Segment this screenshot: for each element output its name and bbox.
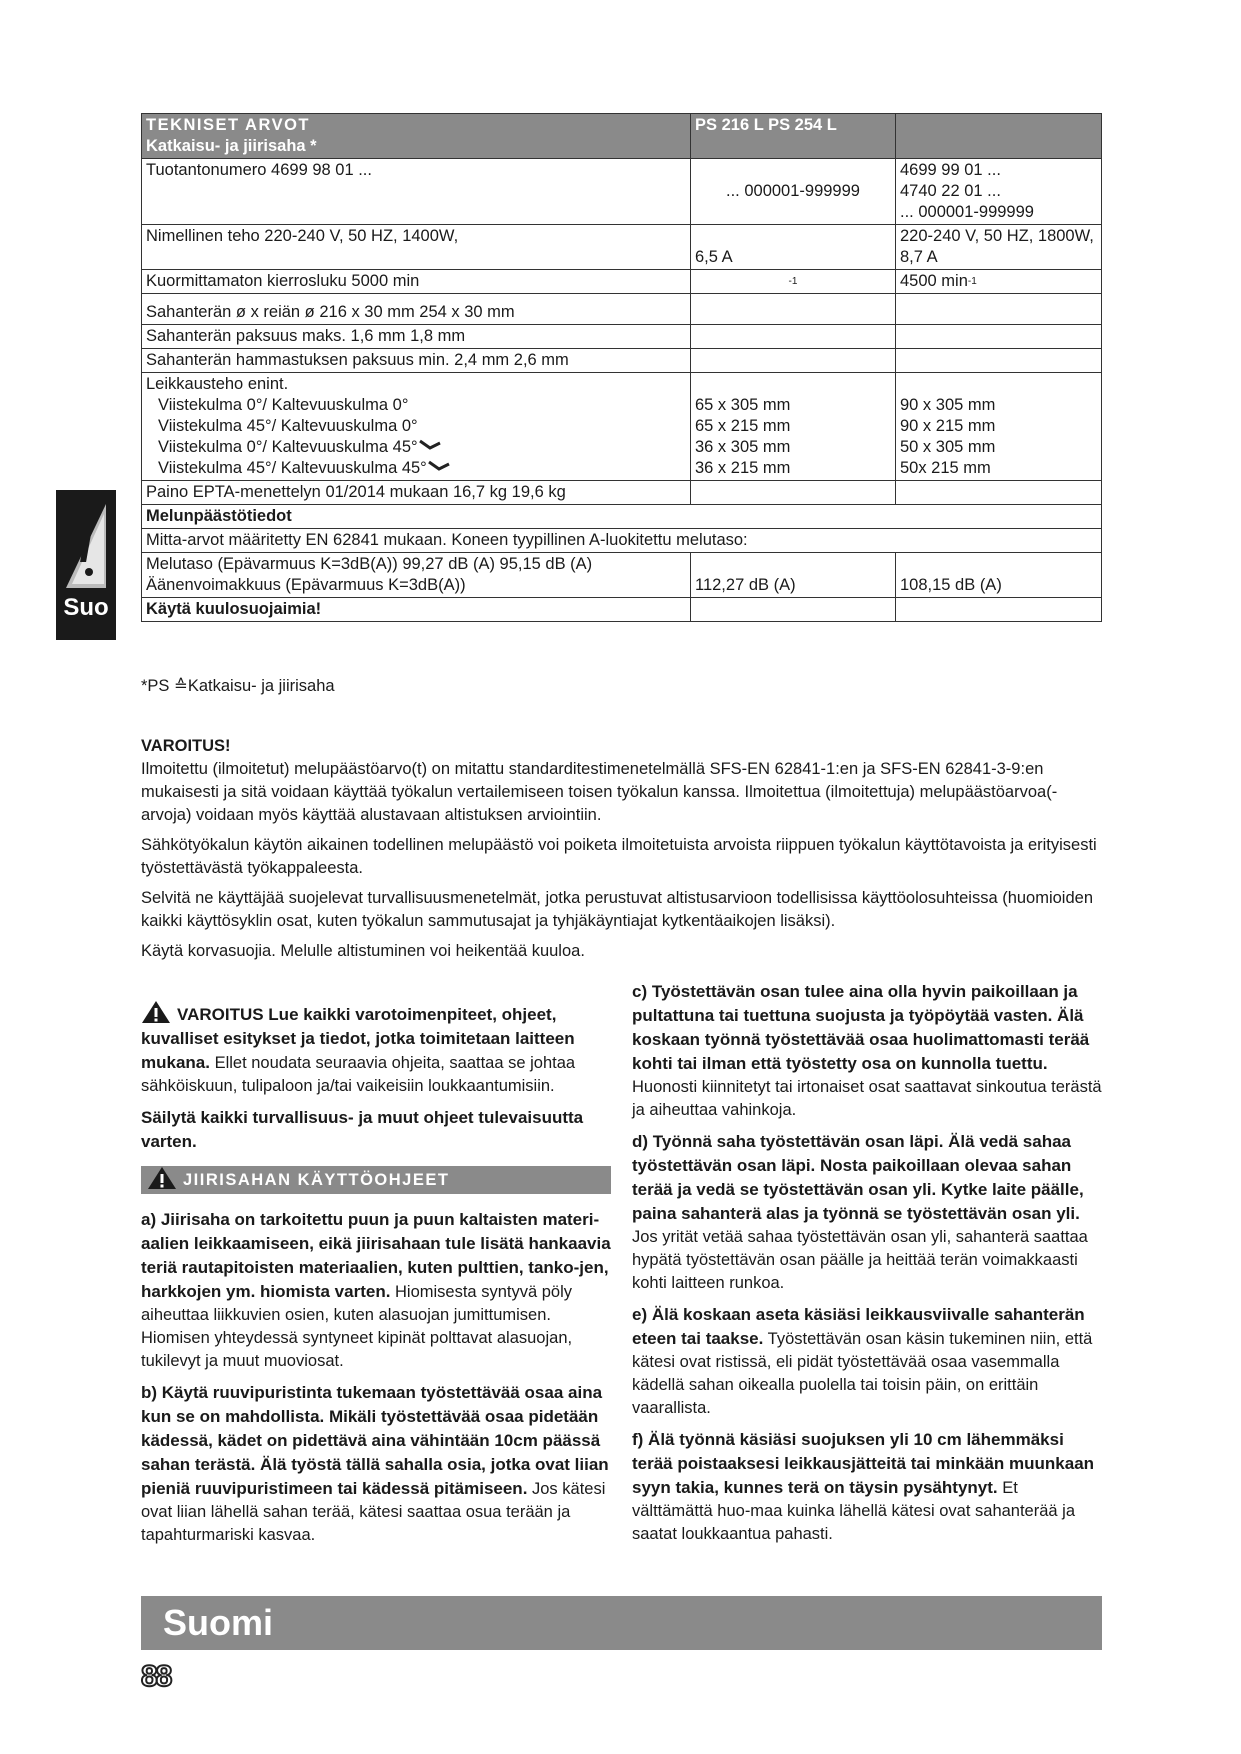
warning-icon xyxy=(141,1000,171,1024)
tilt-angle-icon xyxy=(427,459,451,473)
instruction-d-bold: d) Työnnä saha työstettävän osan läpi. Älä vedä sahaa työstettävän osan läpi. Nosta paikoillaan olevaa sahan terää ja vedä se työstettävän osan yli. Kytke laite päälle, paina sahanterä alas ja työnnä se työstettävän osan yli. xyxy=(632,1132,1084,1223)
cut-capacity-1c: 36 x 305 mm xyxy=(695,438,791,456)
table-row xyxy=(142,325,1102,349)
speed-unit-superscript-1: -1 xyxy=(788,276,798,287)
warning-paragraph-1: Ilmoitettu (ilmoitetut) melupäästöarvo(t) on mitattu standarditestimenetelmällä SFS-EN 62841-1:en ja SFS-EN 62841-3-9:en mukaisesti ja sitä voidaan käyttää työkalun vertailemiseen toisen työkalun kanssa. Ilmoitettua (ilmoitettuja) melupäästöarvoa(-arvoja) voidaan myös käyttää alustavaan altistuksen arviointiin. xyxy=(141,760,1058,824)
instruction-a-bold: a) Jiirisaha on tarkoitettu puun ja puun kaltaisten materi-aalien leikkaamiseen, eikä jiirisahaan tule lisätä hankaavia teriä rautapitoisten materiaalien, kuten pulttien, tanko-jen, harkkojen ym. hiomista varten. xyxy=(141,1210,611,1301)
blade-diameter-label: Sahanterän ø x reiän ø 216 x 30 mm 254 x 30 mm xyxy=(142,294,691,325)
table-row xyxy=(142,349,1102,373)
table-row xyxy=(142,481,1102,505)
no-load-speed-label: Kuormittamaton kierrosluku 5000 min xyxy=(142,270,691,294)
cut-capacity-2c: 50 x 305 mm xyxy=(900,438,996,456)
cut-capacity-1a: 65 x 305 mm xyxy=(695,396,791,414)
sound-pressure-label: Melutaso (Epävarmuus K=3dB(A)) 99,27 dB (A) 95,15 dB (A) xyxy=(146,555,593,573)
language-side-tab xyxy=(56,490,116,640)
rated-current-1: 6,5 A xyxy=(695,248,733,266)
no-load-speed-2: 4500 min xyxy=(900,272,968,290)
hearing-protection-note: Käytä kuulosuojaimia! xyxy=(142,598,691,622)
table-row xyxy=(142,225,1102,270)
footer-language: Suomi xyxy=(163,1602,274,1643)
table-row xyxy=(142,598,1102,622)
product-number-range-2: ... 000001-999999 xyxy=(900,203,1034,221)
instruction-e-text: Työstettävän osan käsin tukeminen niin, että kätesi ovat ristissä, eli pidät työstettävää osaa vasemmalla kädellä sahan oikealla puolella tai toisin päin, on erittäin vaarallista. xyxy=(632,1330,1093,1417)
table-row xyxy=(142,373,1102,481)
instruction-b-bold: b) Käytä ruuvipuristinta tukemaan työstettävää osaa aina kun se on mahdollista. Mikäli työstettävää osaa pidetään kädessä, kädet on pidettävä aina vähintään 10cm päässä sahan terästä. Älä työstä tällä sahalla osia, jotka ovat liian pieniä ruuvipuristimeen tai kädessä pitämiseen. xyxy=(141,1383,609,1498)
cut-angle-label-1: Viistekulma 0°/ Kaltevuuskulma 0° xyxy=(158,396,409,414)
instruction-c-text: Huonosti kiinnitetyt tai irtonaiset osat saattavat sinkoutua terästä ja aiheuttaa vahinkoja. xyxy=(632,1078,1102,1119)
cut-capacity-1d: 36 x 215 mm xyxy=(695,459,791,477)
table-models: PS 216 L PS 254 L xyxy=(695,116,837,134)
rated-power-2: 220-240 V, 50 HZ, 1800W, xyxy=(900,227,1094,245)
instruction-e-bold: e) Älä koskaan aseta käsiäsi leikkausviivalle sahanterän eteen tai taakse. xyxy=(632,1305,1085,1348)
instruction-d-text: Jos yrität vetää sahaa työstettävän osan yli, sahanterä saattaa hypätä työstettävän osan päälle ja heittää terän voimakkaasti kohti laitteen runkoa. xyxy=(632,1228,1088,1292)
table-row xyxy=(142,529,1102,553)
table-title: TEKNISET ARVOT xyxy=(146,116,311,134)
product-number-range-1: ... 000001-999999 xyxy=(726,182,860,200)
product-number-2a: 4699 99 01 ... xyxy=(900,161,1001,179)
instruction-f-text: Et välttämättä huo-maa kuinka lähellä kätesi ovat sahanterää ja saatat loukkaantua pahasti. xyxy=(632,1479,1076,1543)
left-column xyxy=(141,1000,611,1555)
cutting-capacity-label: Leikkausteho enint. xyxy=(146,375,289,393)
page-number: 88 xyxy=(141,1660,171,1693)
cut-capacity-2a: 90 x 305 mm xyxy=(900,396,996,414)
product-number-label: Tuotantonumero 4699 98 01 ... xyxy=(142,159,691,225)
section-title: JIIRISAHAN KÄYTTÖOHJEET xyxy=(183,1171,450,1189)
teeth-thickness-label: Sahanterän hammastuksen paksuus min. 2,4 mm 2,6 mm xyxy=(142,349,691,373)
tilt-angle-icon xyxy=(418,438,442,452)
general-warning-text: Ellet noudata seuraavia ohjeita, saattaa se johtaa sähköiskuun, tulipaloon ja/tai vaikeisiin loukkaantumisiin. xyxy=(141,1054,576,1095)
table-row xyxy=(142,505,1102,529)
table-row xyxy=(142,553,1102,598)
rated-current-2: 8,7 A xyxy=(900,248,938,266)
table-row xyxy=(142,294,1102,325)
section-header xyxy=(141,1166,611,1194)
sound-power-label: Äänenvoimakkuus (Epävarmuus K=3dB(A)) xyxy=(146,576,466,594)
keep-instructions-note: Säilytä kaikki turvallisuus- ja muut ohjeet tulevaisuutta varten. xyxy=(141,1108,584,1151)
warning-title: VAROITUS! xyxy=(141,737,231,755)
sound-power-1: 112,27 dB (A) xyxy=(695,576,796,594)
instruction-b-text: Jos kätesi ovat liian lähellä sahan terää, kätesi saattaa osua terään ja tapahturmariski kasvaa. xyxy=(141,1480,606,1544)
table-subtitle: Katkaisu- ja jiirisaha * xyxy=(146,137,317,155)
instruction-f-bold: f) Älä työnnä käsiäsi suojuksen yli 10 cm lähemmäksi terää poistaaksesi leikkausjätteitä tai minkään muunkaan syyn takia, kunnes terä on täysin pysähtynyt. xyxy=(632,1430,1095,1497)
cut-capacity-1b: 65 x 215 mm xyxy=(695,417,791,435)
noise-warning-block xyxy=(141,735,1101,970)
noise-intro: Mitta-arvot määritetty EN 62841 mukaan. Koneen tyypillinen A-luokitettu melutaso: xyxy=(142,529,1102,553)
cut-angle-label-2: Viistekulma 45°/ Kaltevuuskulma 0° xyxy=(158,417,418,435)
instruction-c-bold: c) Työstettävän osan tulee aina olla hyvin paikoillaan ja pultattuna tai tuettuna suojusta ja työpöytää vasten. Älä koskaan työnnä työstettävää osaa huolimattomasti terää kohti tai ilman että työstetty osa on kunnolla tuettu. xyxy=(632,982,1090,1073)
table-footnote: *PS ≙Katkaisu- ja jiirisaha xyxy=(141,677,335,695)
footer-language-bar xyxy=(141,1596,1102,1650)
cut-capacity-2b: 90 x 215 mm xyxy=(900,417,996,435)
instruction-a-text: Hiomisesta syntyvä pöly aiheuttaa liikkuvien osien, kuten alasuojan jumittumisen. Hiomisen yhteydessä syntyneet kipinät polttavat alasuojan, tukilevyt ja muut muoviosat. xyxy=(141,1283,573,1370)
weight-label: Paino EPTA-menettelyn 01/2014 mukaan 16,7 kg 19,6 kg xyxy=(142,481,691,505)
cut-angle-label-4: Viistekulma 45°/ Kaltevuuskulma 45° xyxy=(158,459,427,477)
table-header-row xyxy=(142,114,1102,159)
right-column xyxy=(632,980,1102,1554)
speed-unit-superscript-2: -1 xyxy=(967,276,977,287)
warning-paragraph-4: Käytä korvasuojia. Melulle altistuminen voi heikentää kuuloa. xyxy=(141,942,585,960)
table-row xyxy=(142,159,1102,225)
blade-thickness-label: Sahanterän paksuus maks. 1,6 mm 1,8 mm xyxy=(142,325,691,349)
warning-icon xyxy=(147,1166,177,1190)
cut-capacity-2d: 50x 215 mm xyxy=(900,459,991,477)
noise-title: Melunpäästötiedot xyxy=(142,505,1102,529)
product-number-2b: 4740 22 01 ... xyxy=(900,182,1001,200)
sound-power-2: 108,15 dB (A) xyxy=(900,576,1002,594)
table-row xyxy=(142,270,1102,294)
rated-power-label: Nimellinen teho 220-240 V, 50 HZ, 1400W, xyxy=(142,225,691,270)
general-warning-bold: VAROITUS Lue kaikki varotoimenpiteet, ohjeet, kuvalliset esitykset ja tiedot, jotka toimitetaan laitteen mukana. xyxy=(141,1005,575,1072)
warning-paragraph-2: Sähkötyökalun käytön aikainen todellinen melupäästö voi poiketa ilmoitetuista arvoista riippuen työkalun käyttötavoista ja erityisesti työstettävästä työkappaleesta. xyxy=(141,836,1097,877)
cut-angle-label-3: Viistekulma 0°/ Kaltevuuskulma 45° xyxy=(158,438,418,456)
warning-paragraph-3: Selvitä ne käyttäjää suojelevat turvallisuusmenetelmät, jotka perustuvat altistusarvioon todellisissa käyttöolosuhteissa (huomioiden kaikki käyttösyklin osat, kuten työkalun sammutusajat ja tyhjäkäyntiajat kytkentäaikojen lisäksi). xyxy=(141,889,1094,930)
warning-triangle-icon xyxy=(62,500,110,590)
side-tab-language: Suo xyxy=(63,594,109,621)
technical-specs-table xyxy=(141,113,1102,622)
